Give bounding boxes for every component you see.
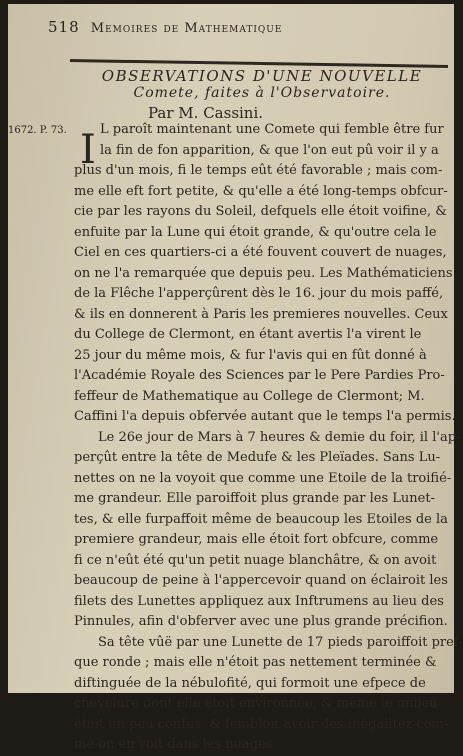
- text-line: Ciel en ces quartiers-ci a été fouvent couvert de nuages,: [74, 245, 447, 260]
- text-line: beaucoup de peine à l'appercevoir quand on éclairoit les: [74, 573, 448, 588]
- text-line: on ne l'a remarquée que depuis peu. Les Mathématiciens: [74, 265, 453, 281]
- author-line: Par M. Cassini.: [148, 104, 264, 122]
- text-line: Caffini l'a depuis obfervée autant que le temps l'a permis.: [74, 409, 456, 424]
- body-text: [74, 120, 463, 756]
- running-head-title: Memoires de Mathematique: [90, 21, 283, 36]
- text-line: me grandeur. Elle paroiffoit plus grande par les Lunet-: [74, 491, 435, 506]
- book-page: [8, 4, 463, 752]
- text-line: Le 26e jour de Mars à 7 heures & demie du foir, il l'ap-: [98, 429, 461, 445]
- text-line: tes, & elle furpaffoit même de beaucoup les Etoiles de la: [74, 511, 448, 527]
- article-title-line-1: OBSERVATIONS D'UNE NOUVELLE: [101, 67, 423, 85]
- running-head: [48, 18, 444, 36]
- text-line: filets des Lunettes appliquez aux Inftrumens au lieu des: [74, 593, 444, 609]
- margin-note: 1672. P. 73.: [8, 125, 67, 136]
- text-line: me elle eft fort petite, & qu'elle a été long-temps obfcur-: [74, 183, 448, 199]
- text-line: l'Académie Royale des Sciences par le Pere Pardies Pro-: [74, 368, 445, 383]
- text-line: diftinguée de la nébulofité, qui formoit une efpece de: [74, 675, 426, 691]
- text-line: de la Flêche l'apperçûrent dès le 16. jour du mois paffé,: [74, 286, 444, 301]
- text-line: cie par les rayons du Soleil, defquels elle étoit voifine, &: [74, 204, 447, 219]
- drop-cap: I: [80, 127, 96, 173]
- text-line: du College de Clermont, en étant avertis l'a virent le: [74, 327, 422, 342]
- text-line: feffeur de Mathematique au College de Clermont; M.: [74, 388, 425, 404]
- text-line: Sa tête vûë par une Lunette de 17 pieds paroiffoit pref-: [98, 634, 463, 650]
- text-line: nettes on ne la voyoit que comme une Etoile de la troifié-: [74, 470, 452, 486]
- text-line: plus d'un mois, fi le temps eût été favorable ; mais com-: [74, 163, 443, 178]
- article-heading: [76, 68, 448, 102]
- text-line: chevelure dont elle étoit environnée, & même le milieu: [74, 696, 438, 711]
- text-line: que ronde ; mais elle n'étoit pas nettement terminée &: [74, 655, 437, 670]
- article-title-line-2: Comete, faites à l'Observatoire.: [133, 85, 391, 101]
- page-number: 518: [48, 18, 80, 36]
- text-line: premiere grandeur, mais elle étoit fort obfcure, comme: [74, 532, 439, 547]
- text-line: étoit un peu confus, & fembloit avoir des inégalitez com-: [74, 716, 449, 732]
- text-line: 25 jour du même mois, & fur l'avis qui en fût donné à: [74, 347, 427, 363]
- text-line: perçût entre la tête de Medufe & les Pleïades. Sans Lu-: [74, 450, 441, 465]
- text-line: fi ce n'eût été qu'un petit nuage blanchâtre, & on avoit: [74, 552, 437, 568]
- text-line: & ils en donnerent à Paris les premieres nouvelles. Ceux: [74, 306, 448, 322]
- text-line: la fin de fon apparition, & que l'on eut pû voir il y a: [100, 142, 439, 158]
- text-line: me on en voit dans les nuages.: [74, 737, 277, 752]
- text-line: L paroît maintenant une Comete qui femble être fur: [100, 122, 444, 137]
- text-line: enfuite par la Lune qui étoit grande, & qu'outre cela le: [74, 224, 437, 240]
- text-line: Pinnules, afin d'obferver avec une plus grande précifion.: [74, 614, 448, 629]
